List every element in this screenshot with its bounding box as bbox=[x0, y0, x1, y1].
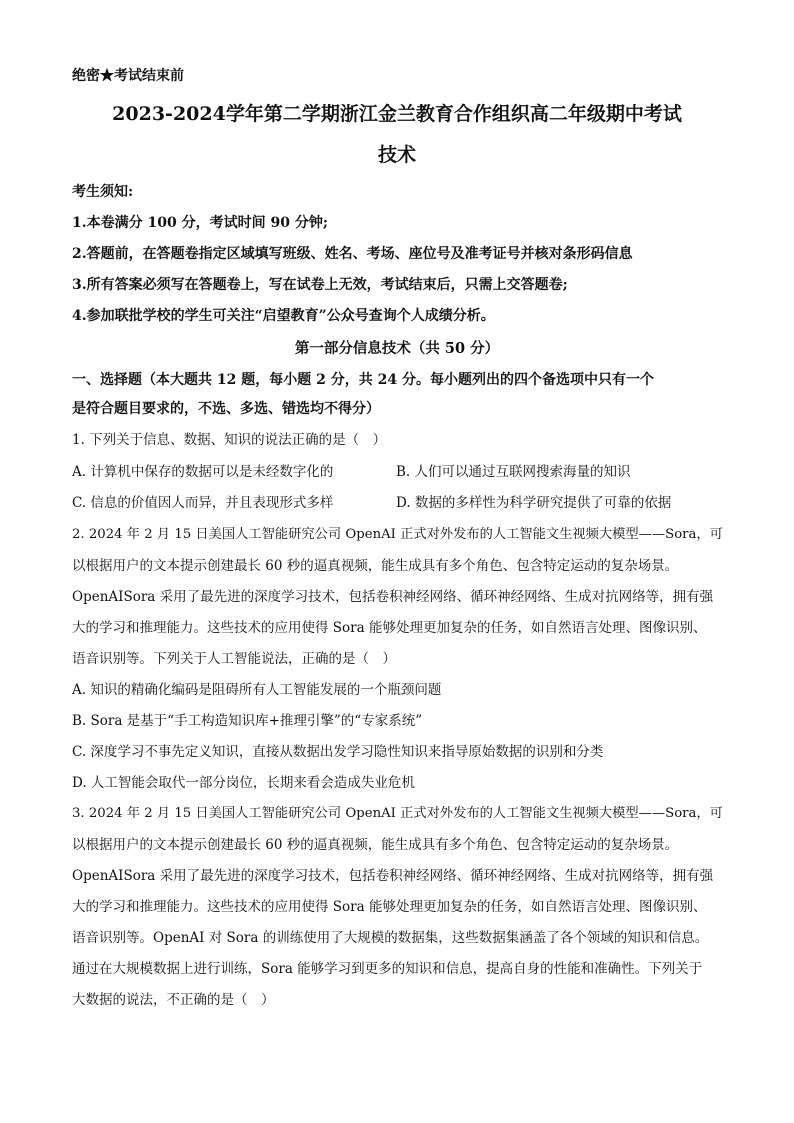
q1-option-d: D. 数据的多样性为科学研究提供了可靠的依据 bbox=[396, 495, 672, 511]
q1-option-a: A. 计算机中保存的数据可以是未经数字化的 bbox=[72, 464, 334, 480]
notice-item: 3.所有答案必须写在答题卷上，写在试卷上无效，考试结束后，只需上交答题卷; bbox=[72, 277, 568, 293]
q2-stem-line: 大的学习和推理能力。这些技术的应用使得 Sora 能够处理更加复杂的任务，如自然语言处理、图像识别、 bbox=[72, 620, 707, 636]
q1-option-c: C. 信息的价值因人而异，并且表现形式多样 bbox=[72, 495, 334, 511]
notice-item: 4.参加联批学校的学生可关注“启望教育”公众号查询个人成绩分析。 bbox=[72, 308, 495, 324]
exam-title: 2023-2024学年第二学期浙江金兰教育合作组织高二年级期中考试 bbox=[112, 103, 682, 125]
section-instructions: 一、选择题（本大题共 12 题，每小题 2 分，共 24 分。每小题列出的四个备选项中只有一个 bbox=[72, 372, 654, 388]
q2-option-a: A. 知识的精确化编码是阻碍所有人工智能发展的一个瓶颈问题 bbox=[72, 682, 442, 698]
q3-stem-line: 通过在大规模数据上进行训练，Sora 能够学习到更多的知识和信息，提高自身的性能和准确性。下列关于 bbox=[72, 961, 703, 977]
q3-stem-line: 3. 2024 年 2 月 15 日美国人工智能研究公司 OpenAI 正式对外发布的人工智能文生视频大模型——Sora，可 bbox=[72, 806, 723, 821]
q3-stem-line: 大数据的说法，不正确的是（ ） bbox=[72, 992, 275, 1008]
subject-title: 技术 bbox=[377, 144, 416, 166]
q2-option-b: B. Sora 是基于“手工构造知识库+推理引擎”的“专家系统” bbox=[72, 713, 423, 729]
q3-stem-line: OpenAISora 采用了最先进的深度学习技术，包括卷积神经网络、循环神经网络、生成对抗网络等，拥有强 bbox=[72, 868, 714, 884]
q2-stem-line: 语音识别等。下列关于人工智能说法，正确的是（ ） bbox=[72, 651, 396, 667]
notice-item: 1.本卷满分 100 分，考试时间 90 分钟; bbox=[72, 215, 328, 231]
q2-stem-line: 以根据用户的文本提示创建最长 60 秒的逼真视频，能生成具有多个角色、包含特定运动的复杂场景。 bbox=[72, 558, 679, 574]
q3-stem-line: 以根据用户的文本提示创建最长 60 秒的逼真视频，能生成具有多个角色、包含特定运动的复杂场景。 bbox=[72, 837, 679, 853]
q2-option-c: C. 深度学习不事先定义知识，直接从数据出发学习隐性知识来指导原始数据的识别和分类 bbox=[72, 744, 604, 760]
q1-stem: 1. 下列关于信息、数据、知识的说法正确的是（ ） bbox=[72, 432, 387, 448]
notice-heading: 考生须知: bbox=[72, 184, 134, 200]
part1-heading: 第一部分信息技术（共 50 分） bbox=[294, 340, 500, 357]
q2-stem-line: 2. 2024 年 2 月 15 日美国人工智能研究公司 OpenAI 正式对外发布的人工智能文生视频大模型——Sora，可 bbox=[72, 527, 723, 542]
q3-stem-line: 大的学习和推理能力。这些技术的应用使得 Sora 能够处理更加复杂的任务，如自然语言处理、图像识别、 bbox=[72, 899, 707, 915]
q3-stem-line: 语音识别等。OpenAI 对 Sora 的训练使用了大规模的数据集，这些数据集涵盖了各个领域的知识和信息。 bbox=[72, 930, 709, 946]
q1-option-b: B. 人们可以通过互联网搜索海量的知识 bbox=[396, 464, 631, 480]
section-instructions: 是符合题目要求的，不选、多选、错选均不得分） bbox=[72, 401, 380, 417]
confidential-label: 绝密★考试结束前 bbox=[72, 68, 184, 84]
notice-item: 2.答题前，在答题卷指定区域填写班级、姓名、考场、座位号及准考证号并核对条形码信息 bbox=[72, 246, 633, 262]
q2-stem-line: OpenAISora 采用了最先进的深度学习技术，包括卷积神经网络、循环神经网络、生成对抗网络等，拥有强 bbox=[72, 589, 714, 605]
q2-option-d: D. 人工智能会取代一部分岗位，长期来看会造成失业危机 bbox=[72, 775, 415, 791]
